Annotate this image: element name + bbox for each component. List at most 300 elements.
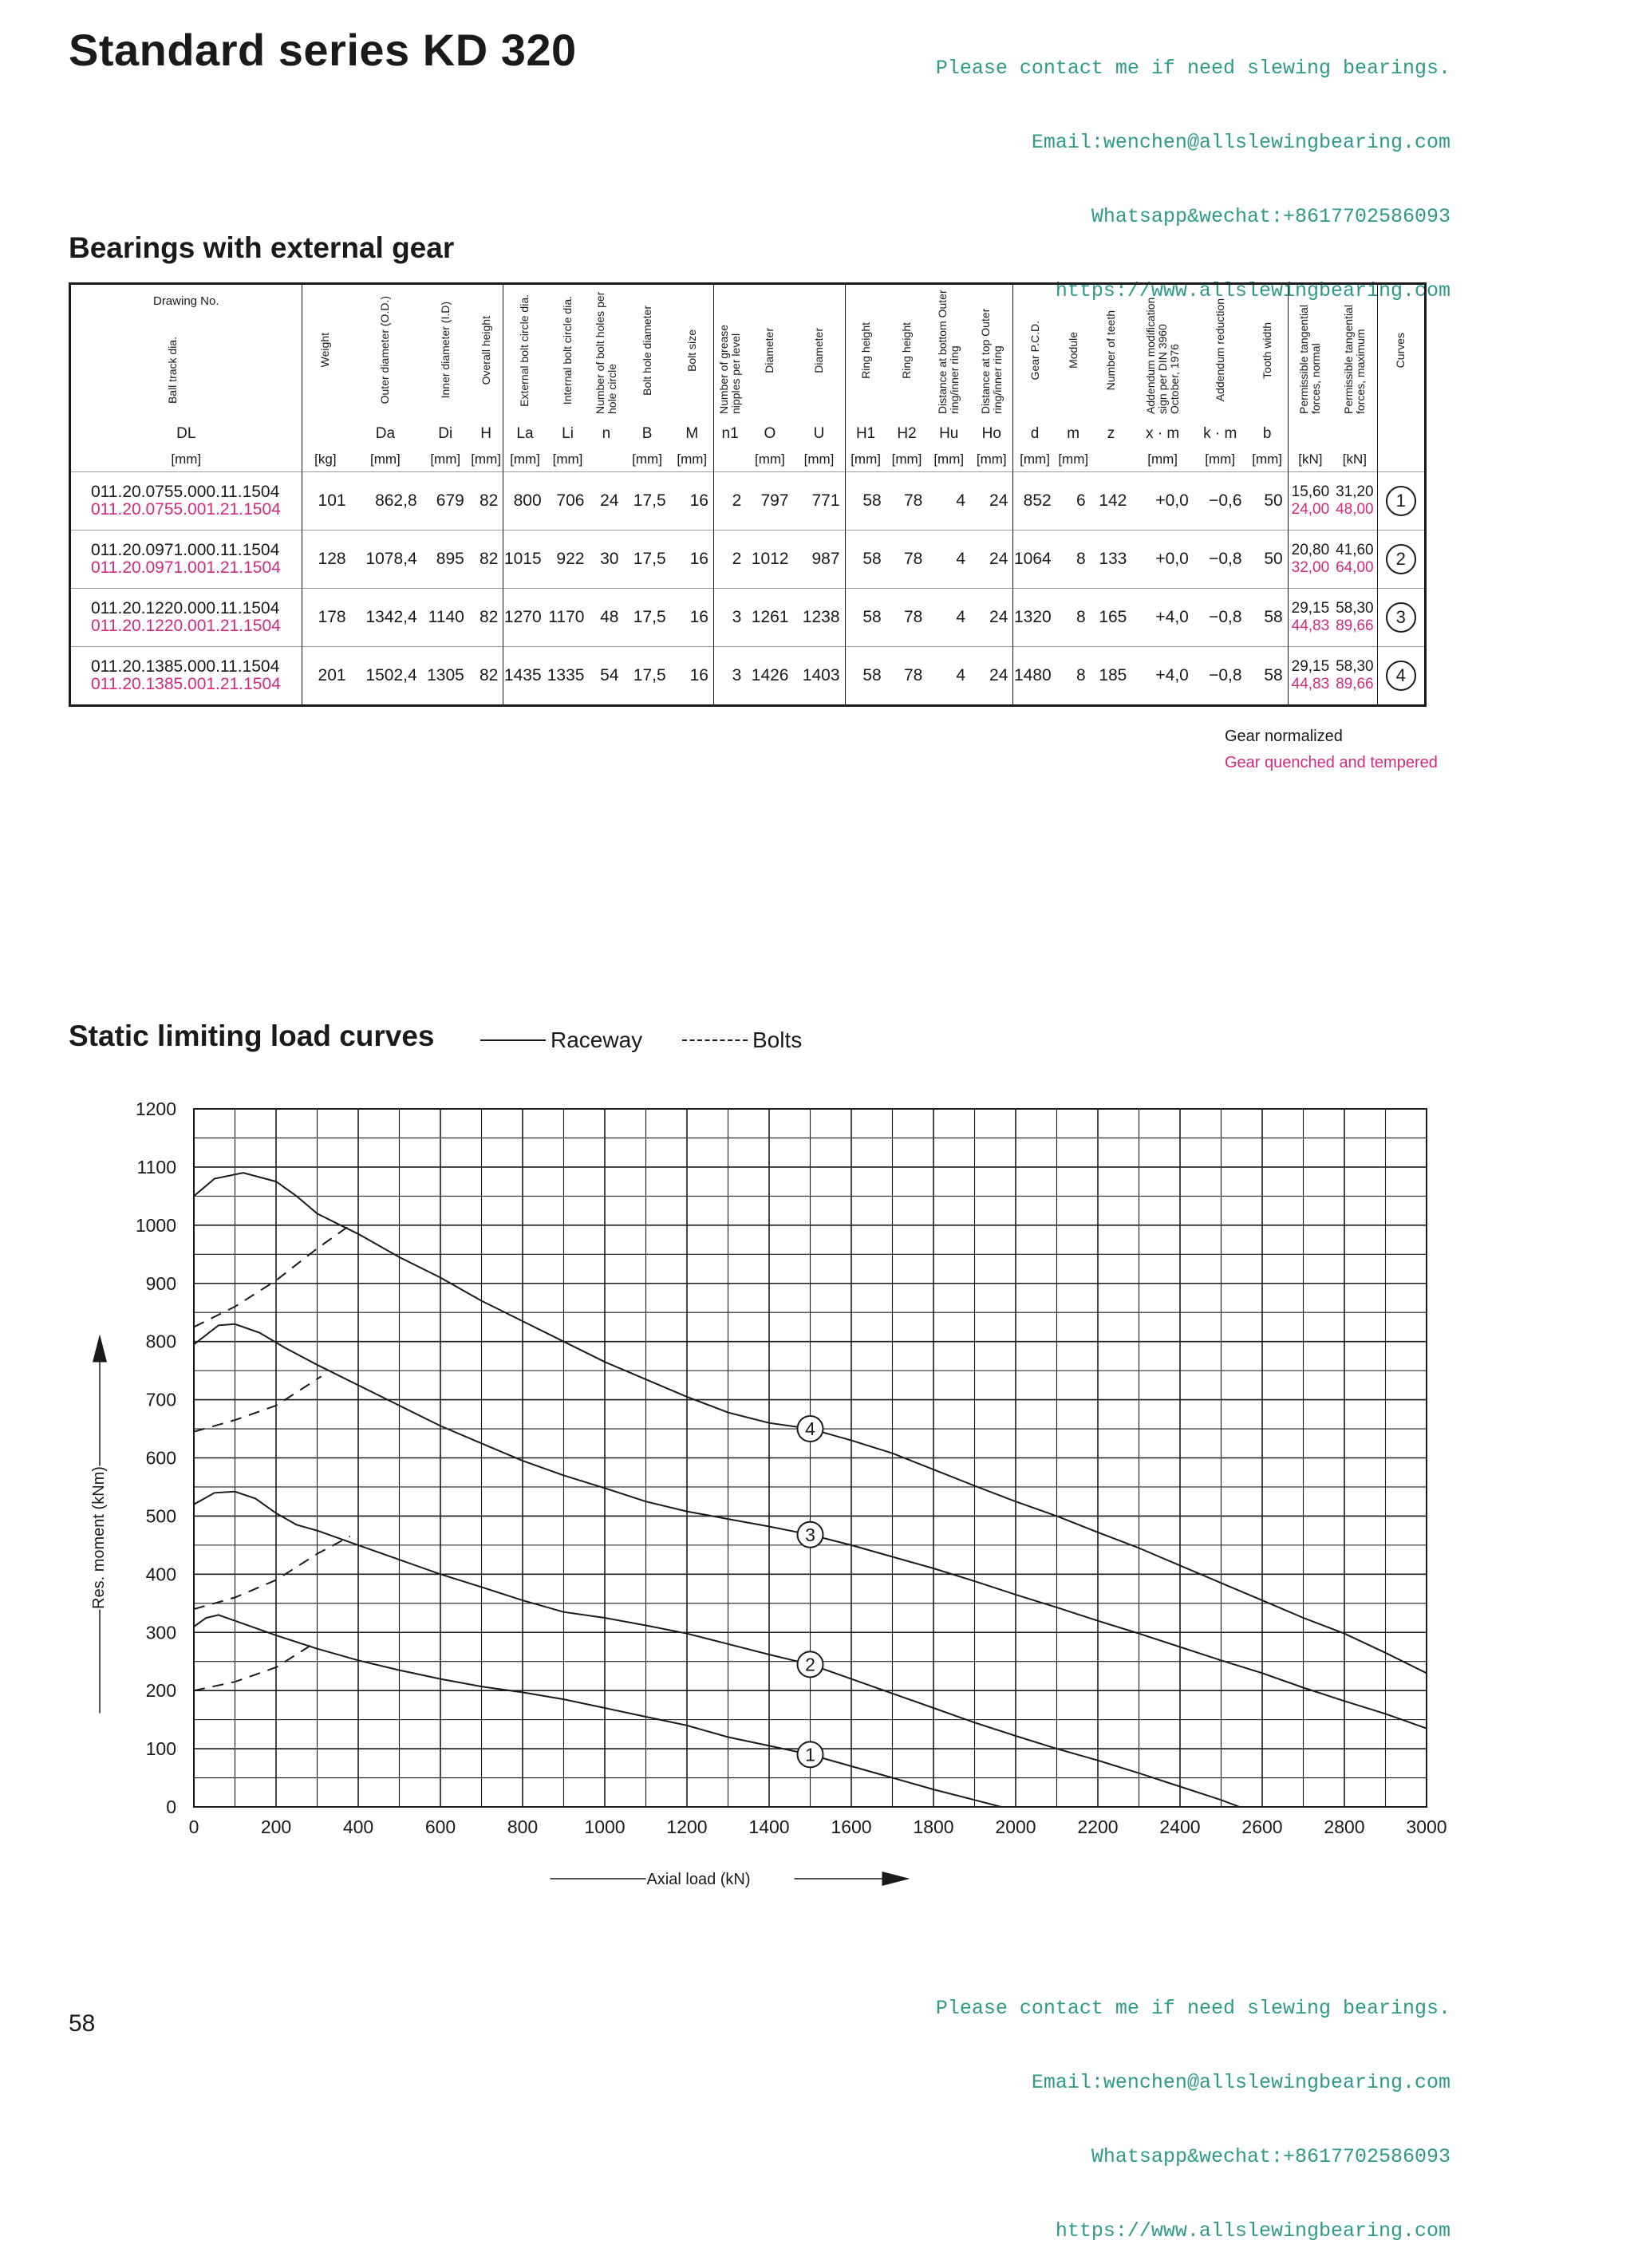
column-description-cell — [302, 284, 349, 421]
force-normal: 29,15 — [1291, 600, 1330, 617]
table-cell: 800 — [503, 472, 547, 531]
drawing-no-label: Drawing No. — [152, 294, 219, 308]
table-cell: 862,8 — [349, 472, 421, 531]
x-tick-label: 600 — [424, 1816, 456, 1837]
bolts-curve-4 — [194, 1225, 350, 1327]
column-description: Addendum modification sign per DIN 3960 October, 1976 — [1143, 297, 1181, 414]
legend-bolts-label: Bolts — [752, 1028, 803, 1052]
column-unit: [mm] — [755, 452, 785, 467]
column-symbol: O — [764, 425, 776, 442]
column-symbol: H1 — [845, 420, 886, 448]
column-symbol: Ho — [981, 425, 1001, 442]
column-description-cell — [1194, 284, 1247, 421]
gear-normalized-note: Gear normalized — [1225, 728, 1343, 745]
table-cell: 78 — [886, 472, 928, 531]
x-tick-label: 1400 — [748, 1816, 790, 1837]
header-unit-row — [70, 448, 1426, 472]
table-cell: 1480 — [1013, 647, 1056, 706]
table-cell: 8 — [1056, 531, 1091, 589]
table-cell: 78 — [886, 531, 928, 589]
column-symbol: k · m — [1203, 425, 1237, 442]
table-cell: 895 — [422, 531, 469, 589]
table-cell: 1305 — [422, 647, 469, 706]
force-normal: 29,15 — [1291, 658, 1330, 675]
drawing-number-quenched: 011.20.0755.001.21.1504 — [91, 500, 281, 519]
force-quenched: 48,00 — [1336, 501, 1374, 518]
column-unit: [mm] — [1058, 452, 1089, 467]
table-cell: 78 — [886, 647, 928, 706]
column-symbol: DL — [176, 425, 196, 442]
table-cell: 1261 — [746, 589, 793, 647]
column-description-cell — [469, 284, 503, 421]
curve-cell — [1377, 531, 1425, 589]
column-description-cell — [1131, 284, 1193, 421]
bolts-curve-3 — [194, 1376, 322, 1431]
column-unit: [mm] — [976, 452, 1007, 467]
column-description: Distance at top Outer ring/inner ring — [978, 308, 1004, 414]
column-symbol: Li — [562, 425, 574, 442]
contact-line: Please contact me if need slewing bearings. — [935, 57, 1450, 80]
column-description-cell — [349, 284, 421, 421]
column-unit: [mm] — [845, 448, 886, 472]
table-cell: 16 — [671, 531, 714, 589]
table-cell: 82 — [469, 531, 503, 589]
y-tick-label: 500 — [145, 1505, 176, 1527]
legend-raceway — [480, 1028, 642, 1053]
column-unit: [kg] — [302, 448, 349, 472]
column-unit: [mm] — [1013, 448, 1056, 472]
table-cell: 142 — [1091, 472, 1132, 531]
table-cell: 82 — [469, 589, 503, 647]
force-normal: 58,30 — [1336, 600, 1374, 617]
table-cell: 4 — [927, 647, 970, 706]
contact-watermark-top — [936, 6, 1450, 328]
y-tick-label: 1000 — [135, 1214, 176, 1236]
column-symbol: m — [1067, 425, 1080, 442]
force-normal: 20,80 — [1291, 542, 1330, 558]
column-description: Overall height — [479, 315, 492, 385]
curve-label: 3 — [805, 1524, 815, 1545]
column-description: Ring height — [858, 321, 872, 379]
y-tick-label: 700 — [145, 1389, 176, 1410]
table-cell: 771 — [793, 472, 845, 531]
table-cell: 48 — [589, 589, 623, 647]
column-symbol: H2 — [897, 425, 917, 442]
table-cell: 58 — [845, 647, 886, 706]
column-unit: [kN] — [1342, 452, 1367, 467]
y-tick-label: 1200 — [135, 1099, 176, 1119]
drawing-number: 011.20.0755.000.11.1504 — [91, 483, 280, 501]
column-description: Module — [1066, 332, 1079, 369]
column-description-cell — [793, 284, 845, 421]
table-cell: 165 — [1091, 589, 1132, 647]
force-quenched: 89,66 — [1336, 676, 1374, 692]
curve-number-badge: 1 — [1386, 486, 1416, 516]
table-cell: +0,0 — [1131, 531, 1193, 589]
column-symbol: M — [685, 425, 699, 442]
table-cell: 1435 — [503, 647, 547, 706]
column-description-cell — [1247, 284, 1289, 421]
y-axis-arrow-icon — [93, 1335, 107, 1363]
table-cell: 1502,4 — [349, 647, 421, 706]
drawing-number-cell — [70, 531, 302, 589]
column-symbol: Hu — [939, 425, 959, 442]
x-tick-label: 2600 — [1241, 1816, 1283, 1837]
y-tick-label: 600 — [145, 1447, 176, 1469]
column-description: Diameter — [812, 327, 825, 373]
gear-quenched-note: Gear quenched and tempered — [1225, 754, 1438, 771]
table-cell: +4,0 — [1131, 589, 1193, 647]
y-tick-label: 900 — [145, 1272, 176, 1294]
solid-line-swatch — [480, 1039, 546, 1041]
force-normal: 58,30 — [1336, 658, 1374, 675]
drawing-number: 011.20.1220.000.11.1504 — [91, 599, 280, 617]
curve-number-badge: 2 — [1386, 544, 1416, 574]
force-normal: 15,60 — [1291, 483, 1330, 500]
table-cell: 82 — [469, 472, 503, 531]
tangential-force-cell — [1332, 647, 1377, 706]
y-tick-label: 200 — [145, 1680, 176, 1702]
force-normal: 31,20 — [1336, 483, 1374, 500]
table-cell: 1064 — [1013, 531, 1056, 589]
column-unit — [1091, 448, 1132, 472]
force-quenched: 89,66 — [1336, 617, 1374, 634]
column-description: Addendum reduction — [1213, 298, 1226, 402]
table-cell: 4 — [927, 589, 970, 647]
table-cell: 58 — [1247, 647, 1289, 706]
table-cell: 17,5 — [623, 589, 670, 647]
table-cell: 6 — [1056, 472, 1091, 531]
force-quenched: 32,00 — [1291, 559, 1330, 576]
table-cell: 54 — [589, 647, 623, 706]
drawing-number-cell — [70, 472, 302, 531]
y-tick-label: 1100 — [136, 1156, 176, 1177]
table-cell: 1140 — [422, 589, 469, 647]
column-description-cell — [746, 284, 793, 421]
curve-label: 2 — [805, 1654, 815, 1675]
page-number: 58 — [69, 2010, 96, 2037]
x-tick-label: 0 — [188, 1816, 199, 1837]
table-cell: 1335 — [547, 647, 590, 706]
contact-phone: Whatsapp&wechat:+8617702586093 — [1091, 205, 1450, 228]
table-cell: 2 — [713, 531, 746, 589]
y-tick-label: 300 — [145, 1622, 176, 1643]
column-description: Distance at bottom Outer ring/inner ring — [936, 290, 961, 414]
table-cell: 78 — [886, 589, 928, 647]
table-cell: 1078,4 — [349, 531, 421, 589]
table-cell: 128 — [302, 531, 349, 589]
column-description: Number of bolt holes per hole circle — [593, 291, 618, 414]
legend-raceway-label: Raceway — [551, 1028, 643, 1052]
column-unit: [mm] — [171, 452, 202, 467]
table-cell: 30 — [589, 531, 623, 589]
column-symbol — [1377, 420, 1425, 448]
table-cell: 706 — [547, 472, 590, 531]
force-quenched: 44,83 — [1291, 617, 1330, 634]
column-symbol: B — [641, 425, 653, 442]
tangential-force-cell — [1288, 531, 1332, 589]
column-unit: [mm] — [503, 448, 547, 472]
contact-phone: Whatsapp&wechat:+8617702586093 — [1091, 2145, 1450, 2168]
column-unit: [mm] — [677, 452, 708, 467]
column-unit: [mm] — [891, 452, 922, 467]
drawing-number-quenched: 011.20.0971.001.21.1504 — [91, 558, 281, 577]
raceway-curve-2 — [194, 1492, 1240, 1807]
contact-email: Email:wenchen@allslewingbearing.com — [1031, 131, 1450, 154]
column-description-cell — [547, 284, 590, 421]
table-cell: 50 — [1247, 531, 1289, 589]
x-tick-label: 1800 — [913, 1816, 954, 1837]
contact-email: Email:wenchen@allslewingbearing.com — [1031, 2071, 1450, 2094]
table-cell: 1403 — [793, 647, 845, 706]
table-cell: 987 — [793, 531, 845, 589]
table-cell: 797 — [746, 472, 793, 531]
table-cell: 58 — [845, 531, 886, 589]
column-description: Number of grease nipples per level — [717, 324, 743, 414]
curve-cell — [1377, 472, 1425, 531]
dashed-line-swatch — [682, 1039, 748, 1041]
table-cell: 8 — [1056, 647, 1091, 706]
x-axis-arrow-icon — [882, 1872, 910, 1886]
table-cell: 1342,4 — [349, 589, 421, 647]
column-description-cell — [1091, 284, 1132, 421]
table-row — [70, 531, 1426, 589]
y-tick-label: 400 — [145, 1564, 176, 1585]
column-symbol — [1288, 420, 1332, 448]
contact-line: Please contact me if need slewing bearings. — [935, 1997, 1450, 2020]
column-unit: [mm] — [1205, 452, 1236, 467]
column-symbol: x · m — [1146, 425, 1180, 442]
table-cell: 3 — [713, 647, 746, 706]
column-unit — [713, 448, 746, 472]
curve-cell — [1377, 647, 1425, 706]
table-cell: 4 — [927, 472, 970, 531]
column-description-cell — [1332, 284, 1377, 421]
bolts-curve-1 — [194, 1644, 313, 1690]
table-cell: 50 — [1247, 472, 1289, 531]
table-cell: 24 — [589, 472, 623, 531]
x-tick-label: 800 — [507, 1816, 539, 1837]
force-quenched: 64,00 — [1336, 559, 1374, 576]
table-cell: 17,5 — [623, 647, 670, 706]
table-cell: 3 — [713, 589, 746, 647]
table-row — [70, 647, 1426, 706]
y-tick-label: 0 — [166, 1797, 176, 1817]
drawing-number-quenched: 011.20.1385.001.21.1504 — [91, 675, 281, 693]
curve-label: 1 — [805, 1744, 815, 1765]
table-cell: 922 — [547, 531, 590, 589]
column-description: Number of teeth — [1104, 310, 1118, 391]
curve-number-badge: 4 — [1386, 661, 1416, 691]
table-cell: 1320 — [1013, 589, 1056, 647]
curve-label: 4 — [805, 1418, 815, 1440]
column-description-cell — [1013, 284, 1056, 421]
drawing-number: 011.20.0971.000.11.1504 — [91, 541, 280, 559]
column-symbol: z — [1107, 425, 1115, 442]
x-tick-label: 2400 — [1159, 1816, 1201, 1837]
column-unit: [kN] — [1288, 448, 1332, 472]
curves-heading: Static limiting load curves — [69, 1020, 435, 1052]
column-symbol — [1332, 420, 1377, 448]
table-cell: 17,5 — [623, 472, 670, 531]
column-description-cell — [927, 284, 970, 421]
table-cell: 24 — [970, 531, 1013, 589]
x-tick-label: 1000 — [584, 1816, 626, 1837]
table-cell: 1238 — [793, 589, 845, 647]
column-symbol: Da — [375, 425, 396, 442]
column-description: Outer diameter (O.D.) — [378, 296, 392, 404]
table-cell: 16 — [671, 589, 714, 647]
column-unit: [mm] — [803, 452, 835, 467]
contact-url: https://www.allslewingbearing.com — [1055, 2219, 1450, 2242]
column-symbol: Di — [438, 425, 453, 442]
table-cell: 1426 — [746, 647, 793, 706]
table-cell: 185 — [1091, 647, 1132, 706]
x-tick-label: 400 — [342, 1816, 374, 1837]
column-symbol: n1 — [713, 420, 746, 448]
column-unit: [mm] — [552, 452, 583, 467]
y-tick-label: 800 — [145, 1331, 176, 1352]
column-description: Ball track dia. — [166, 336, 179, 404]
drawing-number-cell — [70, 589, 302, 647]
column-unit: [mm] — [471, 452, 501, 467]
column-description: Permissible tangential forces, normal — [1297, 305, 1323, 414]
column-description-cell — [1377, 284, 1425, 421]
column-symbol: n — [602, 425, 611, 442]
tangential-force-cell — [1288, 647, 1332, 706]
x-axis-label: Axial load (kN) — [646, 1871, 751, 1888]
contact-watermark-bottom — [936, 1947, 1450, 2268]
x-tick-label: 3000 — [1406, 1816, 1447, 1837]
table-cell: 1015 — [503, 531, 547, 589]
column-description-cell — [671, 284, 714, 421]
table-cell: 24 — [970, 647, 1013, 706]
table-cell: −0,8 — [1194, 531, 1247, 589]
column-symbol: d — [1013, 420, 1056, 448]
table-cell: +0,0 — [1131, 472, 1193, 531]
table-cell: 8 — [1056, 589, 1091, 647]
column-description-cell — [422, 284, 469, 421]
column-unit: [mm] — [430, 452, 461, 467]
table-row — [70, 472, 1426, 531]
table-cell: 679 — [422, 472, 469, 531]
table-cell: 1012 — [746, 531, 793, 589]
table-cell: 178 — [302, 589, 349, 647]
table-heading: Bearings with external gear — [69, 231, 455, 264]
bolts-curve-2 — [194, 1536, 350, 1609]
table-cell: 58 — [1247, 589, 1289, 647]
x-tick-label: 200 — [260, 1816, 292, 1837]
column-description-cell — [713, 284, 746, 421]
table-cell: 1170 — [547, 589, 590, 647]
force-quenched: 44,83 — [1291, 676, 1330, 692]
column-description-cell — [623, 284, 670, 421]
table-cell: −0,6 — [1194, 472, 1247, 531]
legend-bolts — [682, 1028, 802, 1053]
drawing-number-cell — [70, 647, 302, 706]
column-description-cell — [970, 284, 1013, 421]
y-axis-label: Res. moment (kNm) — [90, 1466, 108, 1609]
table-cell: −0,8 — [1194, 589, 1247, 647]
contact-url: https://www.allslewingbearing.com — [1055, 279, 1450, 302]
column-description-cell — [845, 284, 886, 421]
column-unit: [mm] — [933, 452, 965, 467]
column-symbol: U — [813, 425, 825, 442]
column-description: Ring height — [899, 321, 913, 379]
column-unit: [mm] — [1147, 452, 1178, 467]
column-description-cell — [886, 284, 928, 421]
table-cell: 17,5 — [623, 531, 670, 589]
table-cell: −0,8 — [1194, 647, 1247, 706]
tangential-force-cell — [1332, 472, 1377, 531]
column-unit — [1377, 448, 1425, 472]
x-tick-label: 2800 — [1324, 1816, 1365, 1837]
table-cell: 4 — [927, 531, 970, 589]
force-normal: 41,60 — [1336, 542, 1374, 558]
column-description: Bolt size — [685, 329, 698, 372]
column-description: Bolt hole diameter — [640, 305, 653, 396]
tangential-force-cell — [1332, 531, 1377, 589]
column-description: Weight — [318, 333, 332, 368]
column-symbol: b — [1262, 425, 1272, 442]
column-description-cell — [70, 284, 302, 421]
table-cell: 1270 — [503, 589, 547, 647]
table-cell: 2 — [713, 472, 746, 531]
column-description: Gear P.C.D. — [1028, 320, 1041, 381]
x-tick-label: 2000 — [995, 1816, 1036, 1837]
column-symbol — [302, 420, 349, 448]
drawing-number: 011.20.1385.000.11.1504 — [91, 657, 280, 676]
x-tick-label: 2200 — [1077, 1816, 1119, 1837]
table-cell: +4,0 — [1131, 647, 1193, 706]
header-symbol-row — [70, 420, 1426, 448]
x-tick-label: 1600 — [831, 1816, 872, 1837]
table-cell: 24 — [970, 589, 1013, 647]
drawing-number-quenched: 011.20.1220.001.21.1504 — [91, 617, 281, 635]
tangential-force-cell — [1288, 589, 1332, 647]
header-desc-row — [70, 284, 1426, 421]
column-description-cell — [589, 284, 623, 421]
table-cell: 16 — [671, 647, 714, 706]
table-cell: 16 — [671, 472, 714, 531]
force-quenched: 24,00 — [1291, 501, 1330, 518]
column-symbol: La — [503, 420, 547, 448]
table-cell: 852 — [1013, 472, 1056, 531]
column-description: Internal bolt circle dia. — [561, 295, 574, 405]
column-description: Diameter — [763, 327, 776, 373]
column-unit — [589, 448, 623, 472]
table-cell: 58 — [845, 589, 886, 647]
column-unit: [mm] — [632, 452, 662, 467]
column-unit: [mm] — [370, 452, 401, 467]
column-description: External bolt circle dia. — [518, 294, 531, 407]
tangential-force-cell — [1288, 472, 1332, 531]
x-tick-label: 1200 — [666, 1816, 708, 1837]
column-description-cell — [1056, 284, 1091, 421]
y-tick-label: 100 — [145, 1738, 176, 1760]
column-description-cell — [1288, 284, 1332, 421]
table-row — [70, 589, 1426, 647]
column-description: Permissible tangential forces, maximum — [1341, 305, 1367, 414]
spec-table — [69, 282, 1427, 707]
table-cell: 24 — [970, 472, 1013, 531]
column-unit: [mm] — [1252, 452, 1282, 467]
column-description: Inner diameter (I.D) — [438, 302, 452, 399]
curve-number-badge: 3 — [1386, 602, 1416, 633]
tangential-force-cell — [1332, 589, 1377, 647]
column-description-cell — [503, 284, 547, 421]
table-cell: 133 — [1091, 531, 1132, 589]
